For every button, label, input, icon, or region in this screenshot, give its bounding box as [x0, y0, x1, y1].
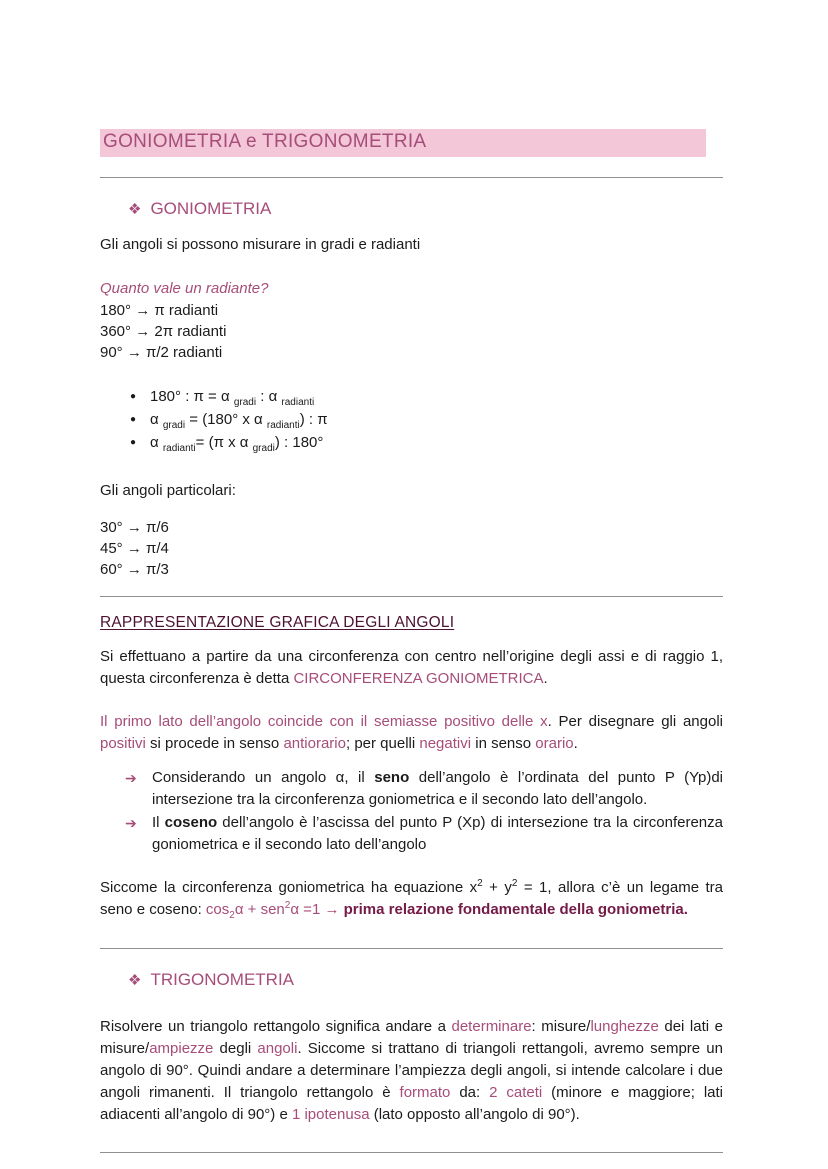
text-segment-pink: angoli [257, 1040, 298, 1057]
list-item [125, 767, 723, 811]
section-divider [100, 177, 723, 178]
conversion-line: 180° → π radianti [100, 302, 219, 319]
superscript-text: 2 [511, 878, 518, 889]
text-segment-pink: Il primo lato dell’angolo coincide con il semiasse positivo delle x [100, 713, 548, 730]
text-segment: dell’angolo è l’ascissa del punto P (Xp) di intersezione tra la circonferenza goniometrica e il secondo lato dell’angolo [152, 814, 723, 853]
text-segment-pink: negativi [419, 735, 472, 752]
formula-segment: α [150, 411, 163, 428]
formula-segment: : α [256, 388, 282, 405]
text-segment: . [543, 670, 548, 687]
text-segment-pink: antiorario [283, 735, 346, 752]
list-item [130, 408, 723, 431]
text-segment-pink: lunghezze [590, 1018, 659, 1035]
text-segment: . [573, 735, 578, 752]
text-segment-pink: positivi [100, 735, 146, 752]
text-segment: da: [450, 1084, 490, 1101]
text-segment: + y [482, 879, 512, 896]
formula-pink [205, 900, 344, 921]
list-item [130, 431, 723, 454]
intro-paragraph: Gli angoli si possono misurare in gradi e radianti [100, 236, 421, 253]
text-segment: degli [213, 1040, 258, 1057]
text-segment-pink: ampiezze [149, 1040, 214, 1057]
text-segment: ; per quelli [345, 735, 420, 752]
text-segment: . Per disegnare gli angoli [547, 713, 723, 730]
subscript-text: gradi [252, 443, 275, 454]
formula-segment: α + sen [234, 901, 285, 918]
formula-segment: 180° : π = α [150, 388, 234, 405]
text-segment: (minore e maggiore; lati adiacenti all’angolo di 90°) e [100, 1084, 723, 1123]
conversion-line: 90° → π/2 radianti [100, 344, 223, 361]
angoli-particolari-lines [100, 517, 723, 580]
list-item [125, 812, 723, 856]
radiante-question: Quanto vale un radiante? [100, 280, 269, 297]
text-segment: Siccome la circonferenza goniometrica ha equazione x [100, 879, 478, 896]
formula-segment: cos [205, 901, 230, 918]
bullet-icon: ● [130, 437, 137, 448]
text-segment: dei lati e misure/ [100, 1018, 723, 1057]
text-segment: Si effettuano a partire da una circonferenza con centro nell’origine degli assi e di raggio 1, questa circonferenza è detta [100, 648, 723, 687]
text-segment: si procede in senso [145, 735, 284, 752]
arrow-bullet-icon: ➔ [125, 815, 137, 831]
goniometria-heading [128, 199, 723, 219]
text-segment: (lato opposto all’angolo di 90°). [369, 1106, 580, 1123]
triangolo-rettangolo-paragraph [100, 1016, 723, 1126]
subscript-text: gradi [162, 420, 186, 431]
text-segment-pink: determinare [451, 1018, 532, 1035]
radianti-conversion-lines [100, 300, 723, 363]
rappresentazione-heading: RAPPRESENTAZIONE GRAFICA DEGLI ANGOLI [100, 614, 455, 631]
formula-segment: ) : π [299, 411, 328, 428]
prima-relazione-paragraph [100, 877, 723, 921]
formula-segment: = (180° x α [185, 411, 267, 428]
formula-segment: ) : 180° [274, 434, 324, 451]
arrow-bullet-icon: ➔ [125, 770, 137, 786]
diamond-bullet-icon: ❖ [128, 201, 142, 218]
bullet-icon: ● [130, 391, 137, 402]
text-segment: : misure/ [531, 1018, 591, 1035]
text-segment: in senso [471, 735, 536, 752]
diamond-bullet-icon: ❖ [128, 972, 142, 989]
text-segment: Il [152, 814, 165, 831]
circonferenza-paragraph [100, 646, 723, 690]
title-highlight [100, 129, 706, 157]
text-segment: . Siccome si trattano di triangoli rettangoli, avremo sempre un angolo di 90°. Quindi andare a determinare l’ampiezza degli angoli, si intende calcolare i due angoli rimanenti. Il triangolo rettangolo è [100, 1040, 723, 1101]
formula-text [150, 385, 723, 408]
angoli-particolari-label: Gli angoli particolari: [100, 482, 236, 499]
text-segment-pink: 1 ipotenusa [291, 1106, 370, 1123]
angolo-line: 30° → π/6 [100, 519, 169, 536]
list-item [130, 385, 723, 408]
text-segment-pink: formato [399, 1084, 451, 1101]
subscript-text: radianti [281, 397, 315, 408]
trigonometria-heading-text: TRIGONOMETRIA [150, 970, 295, 989]
subscript-text: gradi [233, 397, 257, 408]
text-segment-bold: seno [374, 769, 410, 786]
angolo-line: 60° → π/3 [100, 561, 169, 578]
text-segment-bold: coseno [164, 814, 218, 831]
angolo-line: 45° → π/4 [100, 540, 169, 557]
formula-text [150, 431, 723, 454]
section-divider [100, 1152, 723, 1153]
trigonometria-heading [128, 970, 723, 990]
proportion-formula-list [100, 385, 723, 454]
subscript-text: 2 [229, 910, 235, 921]
text-segment-pink: CIRCONFERENZA GONIOMETRICA [293, 670, 544, 687]
superscript-text: 2 [477, 878, 483, 889]
conversion-line: 360° → 2π radianti [100, 323, 227, 340]
text-segment: Considerando un angolo α, il [152, 769, 375, 786]
text-segment: dell’angolo è l’ordinata del punto P (Yp)di intersezione tra la circonferenza goniometrica e il secondo lato dell’angolo. [152, 769, 724, 808]
prima-relazione-emphasis: prima relazione fondamentale della goniometria. [343, 901, 688, 918]
bullet-icon: ● [130, 414, 137, 425]
primo-lato-paragraph [100, 711, 723, 755]
seno-coseno-list [100, 767, 723, 856]
text-segment: Risolvere un triangolo rettangolo significa andare a [100, 1018, 452, 1035]
formula-segment: = (π x α [195, 434, 253, 451]
formula-segment: α =1 → [290, 901, 344, 918]
superscript-text: 2 [284, 900, 291, 911]
document-title: GONIOMETRIA e TRIGONOMETRIA [103, 131, 427, 152]
text-segment: = 1, allora c’è un legame tra seno e coseno: [100, 879, 723, 918]
section-divider [100, 948, 723, 949]
formula-text [150, 408, 723, 431]
coseno-definition [152, 812, 723, 856]
subscript-text: radianti [162, 443, 196, 454]
seno-definition [152, 767, 723, 811]
section-divider [100, 596, 723, 597]
text-segment-pink: 2 cateti [489, 1084, 543, 1101]
subscript-text: radianti [266, 420, 300, 431]
formula-segment: α [150, 434, 163, 451]
text-segment-pink: orario [535, 735, 574, 752]
goniometria-heading-text: GONIOMETRIA [150, 199, 272, 218]
